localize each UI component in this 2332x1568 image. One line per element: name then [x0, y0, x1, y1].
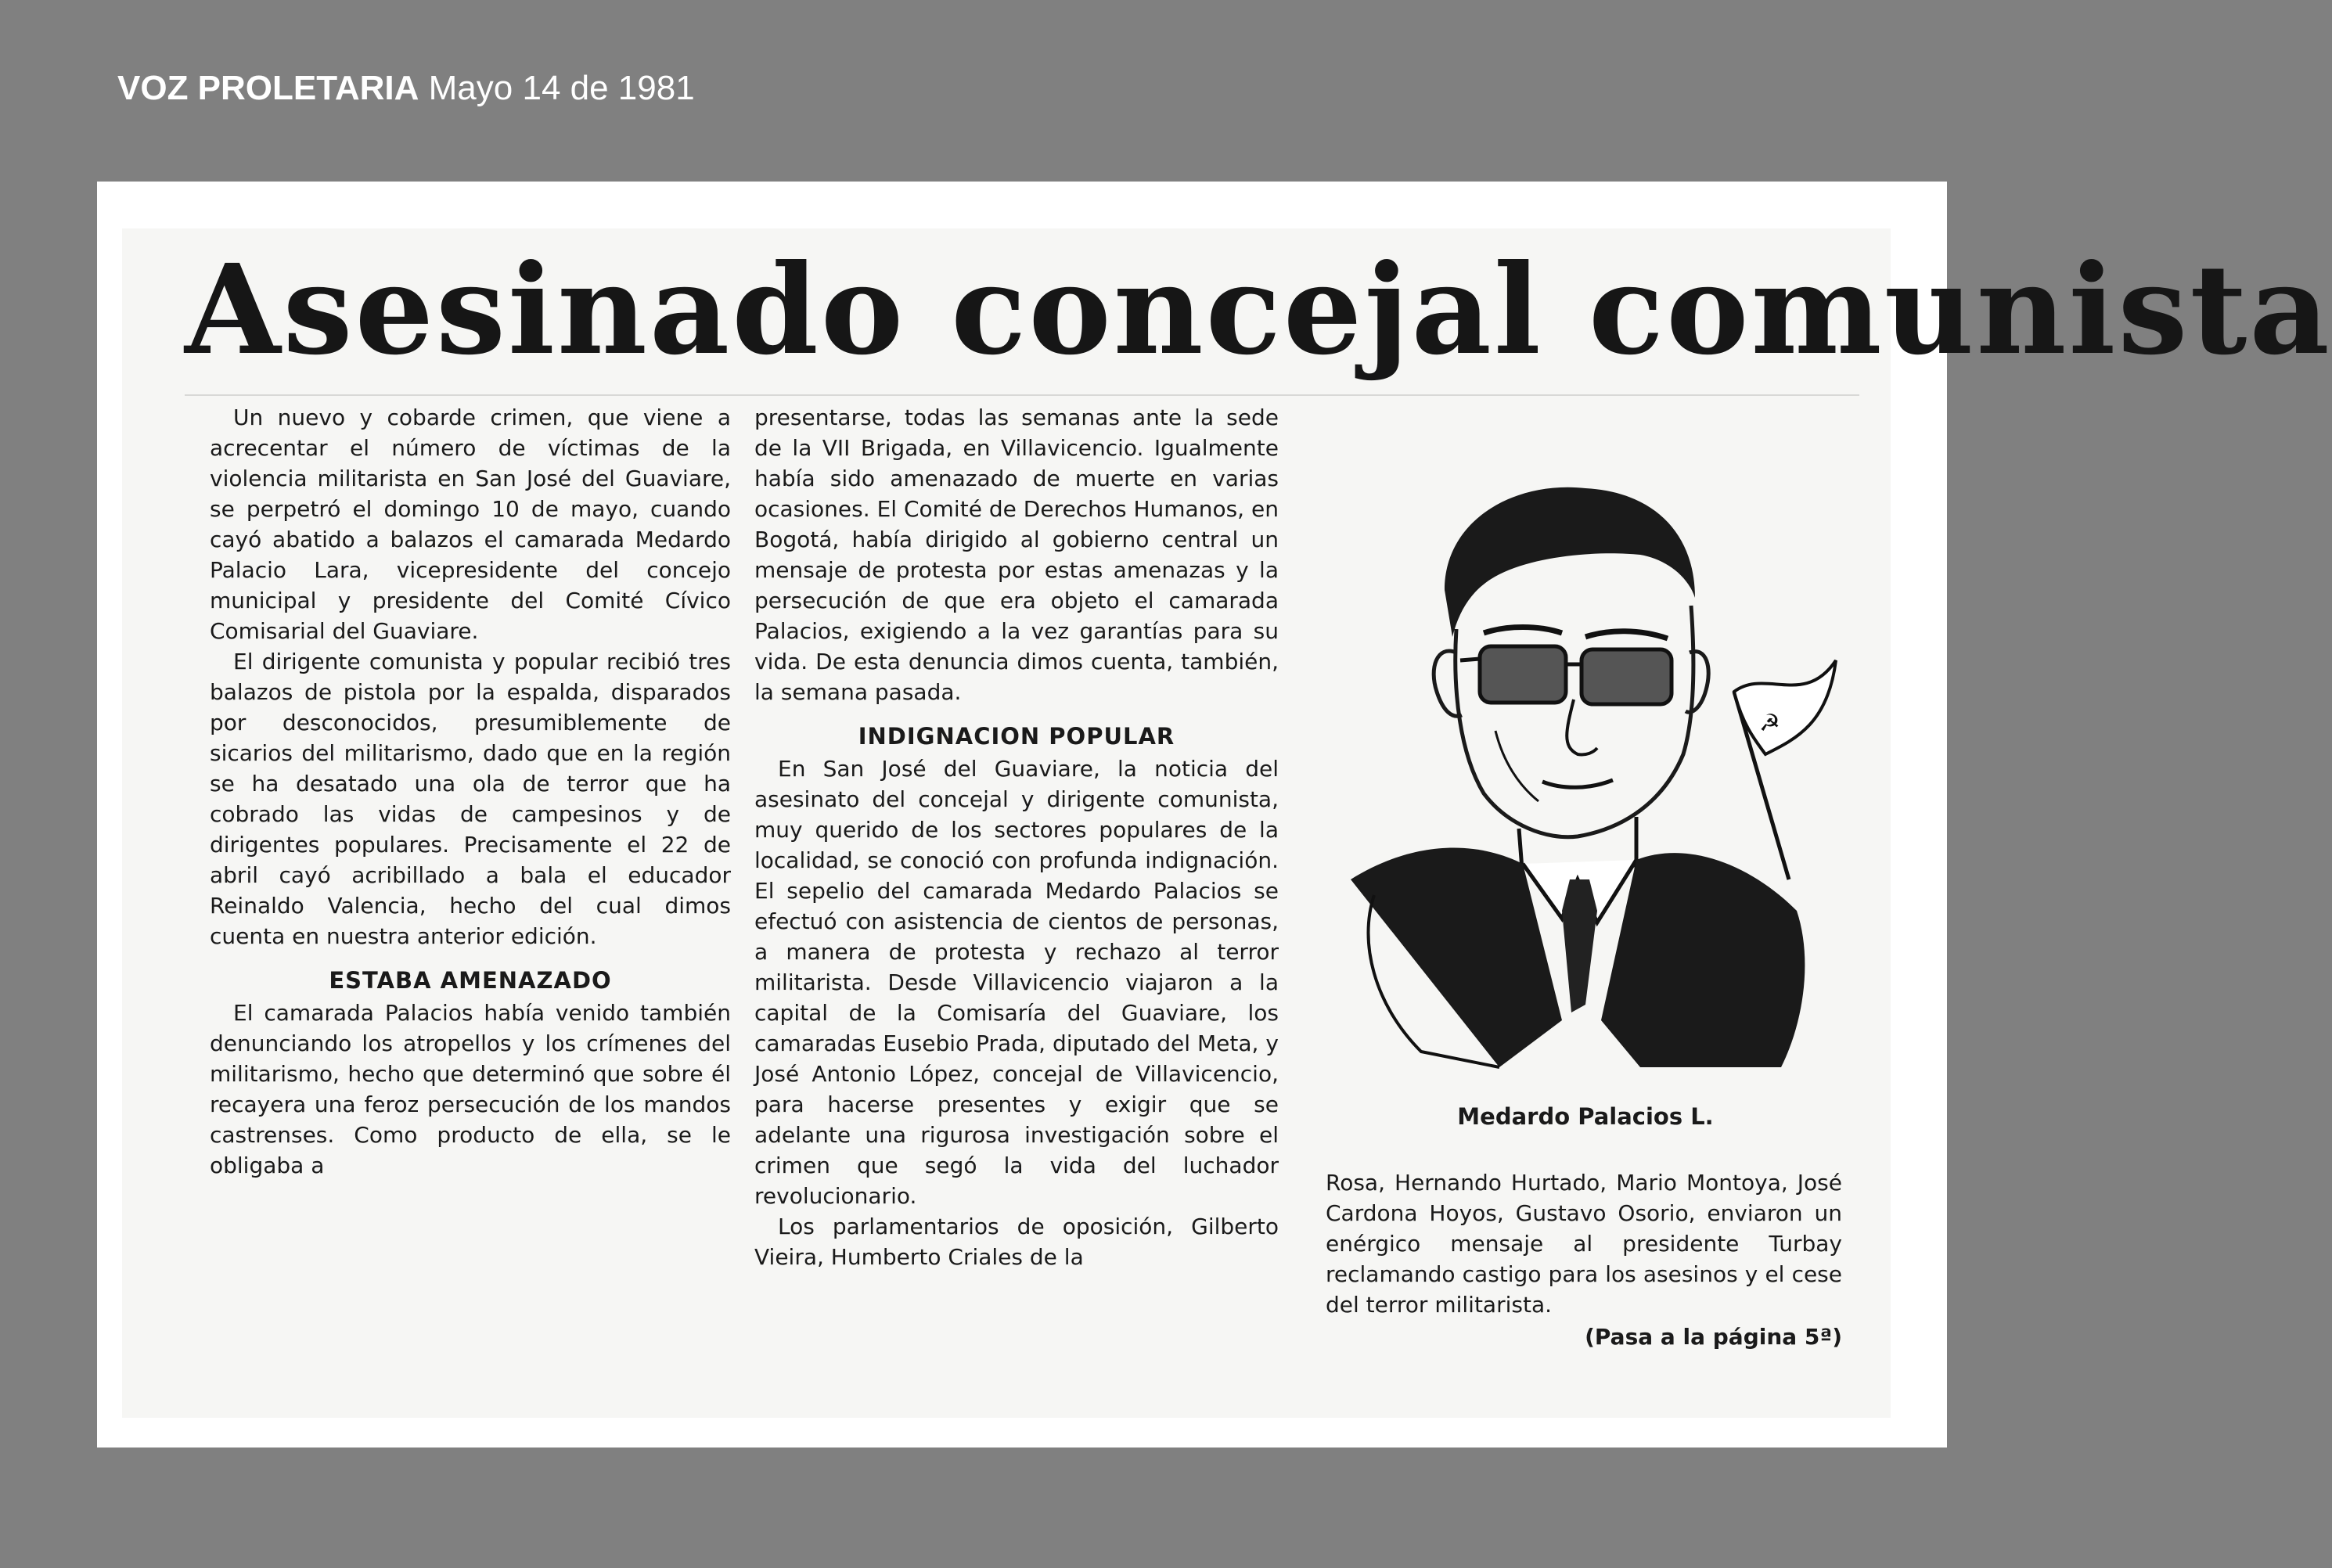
article-column-1 — [210, 402, 731, 1181]
paragraph: presentarse, todas las semanas ante la sede de la VII Brigada, en Villavicencio. Igualmente había sido amenazado de muerte en varias ocasiones. El Comité de Derechos Humanos, en Bogotá, había dirigido al gobierno central un mensaje de protesta por estas amenazas y la persecución de que era objeto el camarada Palacios, exigiendo a la vez garantías para su vida. De esta denuncia dimos cuenta, también, la semana pasada. — [754, 405, 1279, 705]
newspaper-clipping — [122, 228, 2332, 1418]
portrait-illustration — [1327, 473, 1844, 1099]
article-column-3 — [1326, 1167, 1842, 1320]
svg-text:☭: ☭ — [1759, 710, 1780, 737]
headline-divider — [185, 394, 1859, 396]
paragraph: En San José del Guaviare, la noticia del asesinato del concejal y dirigente comunista, muy querido de los sectores populares de la localidad, se conoció con profunda indignación. El sepelio del camarada Medardo Palacios se efectuó con asistencia de cientos de personas, a manera de protesta y rechazo al terror militarista. Desde Villavicencio viajaron a la capital de la Comisaría del Guaviare, los camaradas Eusebio Prada, diputado del Meta, y José Antonio López, concejal de Villavicencio, para hacerse presentes y exigir que se adelante una rigurosa investigación sobre el crimen que segó la vida del luchador revolucionario. — [754, 756, 1279, 1209]
clipping-page — [97, 182, 2332, 1448]
publication-date: Mayo 14 de 1981 — [428, 69, 695, 107]
subheading: ESTABA AMENAZADO — [329, 967, 612, 994]
article-column-2 — [754, 402, 1279, 1272]
paragraph: Rosa, Hernando Hurtado, Mario Montoya, José Cardona Hoyos, Gustavo Osorio, enviaron un enérgico mensaje al presidente Turbay reclamando castigo para los asesinos y el cese del terror militarista. — [1326, 1170, 1842, 1318]
headline: Asesinado concejal comunista — [185, 238, 2332, 383]
paragraph: El dirigente comunista y popular recibió tres balazos de pistola por la espalda, disparados por desconocidos, presumiblemente de sicarios del militarismo, dado que en la región se ha desatado una ola de terror que ha cobrado las vidas de campesinos y de dirigentes populares. Precisamente el 22 de abril cayó acribillado a bala el educador Reinaldo Valencia, hecho del cual dimos cuenta en nuestra anterior edición. — [210, 649, 731, 949]
continuation-note: (Pasa a la página 5ª) — [1585, 1324, 1842, 1350]
portrait-caption: Medardo Palacios L. — [1457, 1103, 1714, 1130]
source-caption — [117, 69, 695, 108]
subheading: INDIGNACION POPULAR — [858, 723, 1175, 750]
publication-name: VOZ PROLETARIA — [117, 69, 419, 107]
paragraph: El camarada Palacios había venido también denunciando los atropellos y los crímenes del militarismo, hecho que determinó que sobre él recayera una feroz persecución de los mandos castrenses. Como producto de ella, se le obligaba a — [210, 1000, 731, 1178]
paragraph: Un nuevo y cobarde crimen, que viene a acrecentar el número de víctimas de la violencia militarista en San José del Guaviare, se perpetró el domingo 10 de mayo, cuando cayó abatido a balazos el camarada Medardo Palacio Lara, vicepresidente del concejo municipal y presidente del Comité Cívico Comisarial del Guaviare. — [210, 405, 731, 644]
paragraph: Los parlamentarios de oposición, Gilberto Vieira, Humberto Criales de la — [754, 1214, 1279, 1270]
